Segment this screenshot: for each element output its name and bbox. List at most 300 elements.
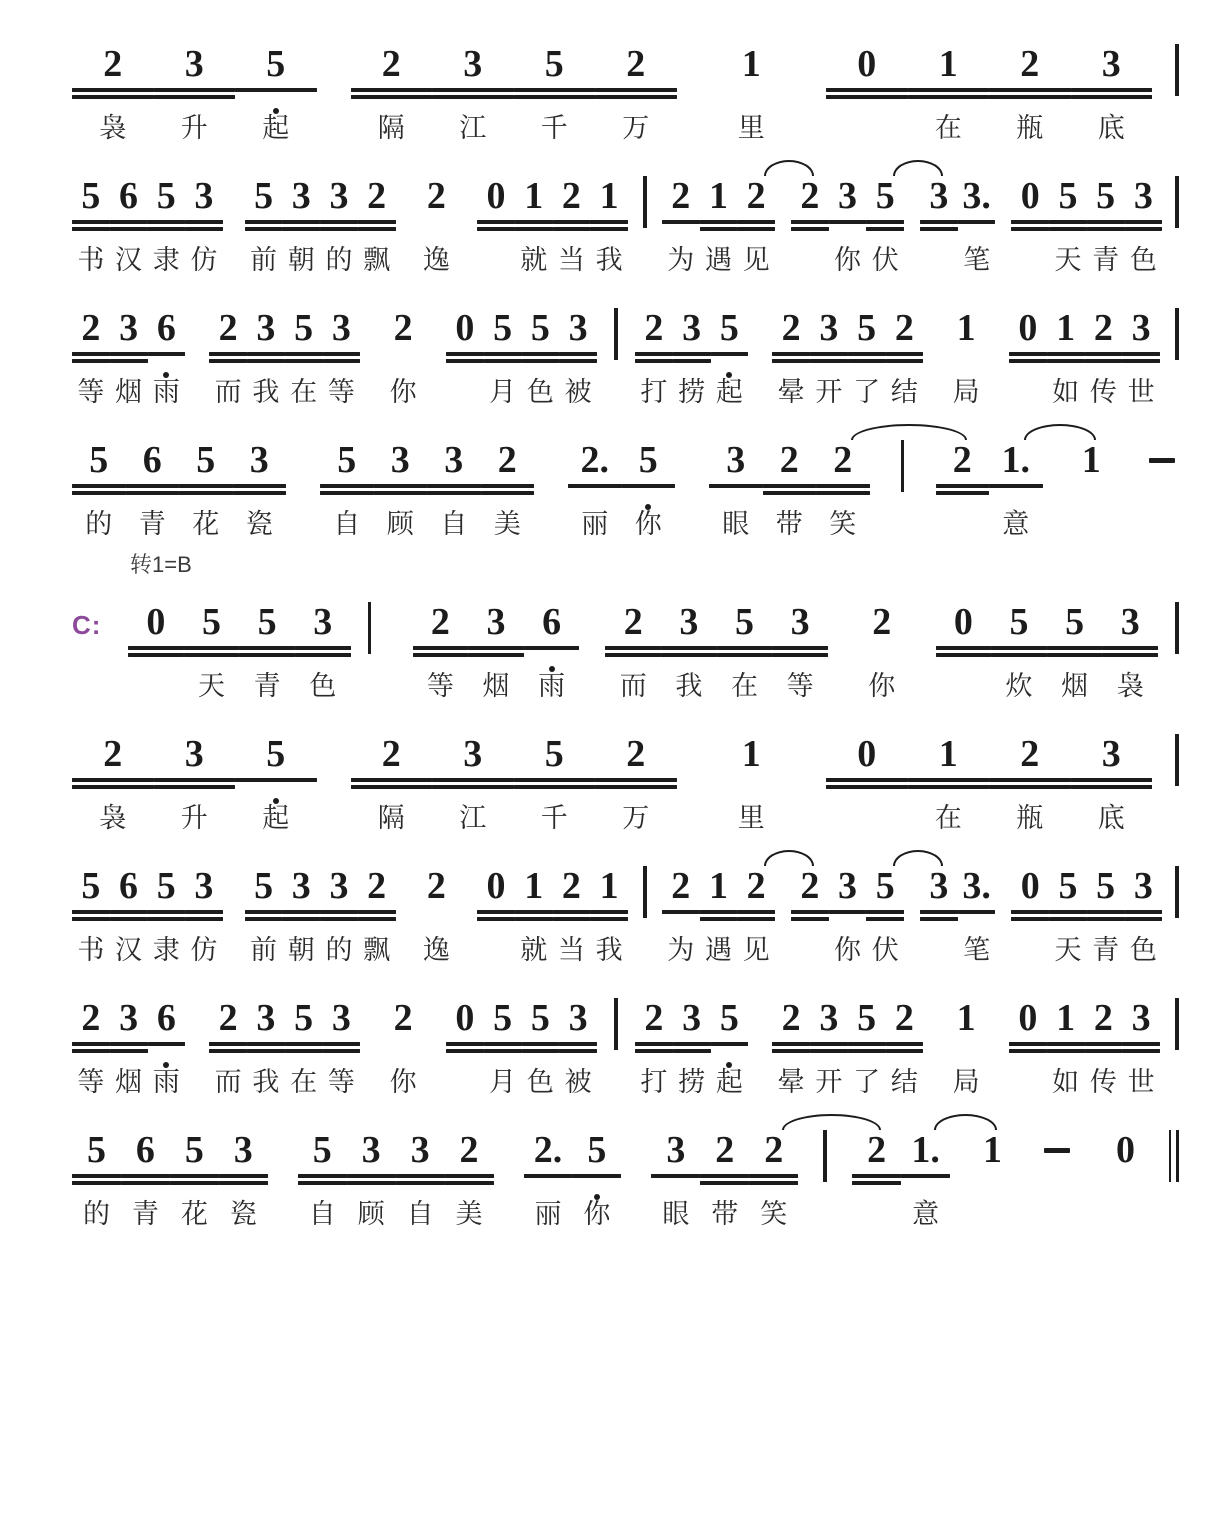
note-number: 2 [1020,43,1040,85]
note-number: 3 [1131,307,1151,349]
octave-dot-slot [1047,659,1103,670]
note-number: 3 [679,601,699,643]
octave-dot-slot [791,233,829,244]
note-number: 0 [486,175,506,217]
note-number: 2 [800,865,820,907]
octave-dot-slot [700,923,738,934]
dash-rest [1035,1112,1079,1153]
lyric-char: 逸 [422,245,450,275]
note-number: 1 [938,733,958,775]
note-cell [635,980,673,1098]
octave-dot-slot [622,497,676,508]
beam-lines [968,1172,1017,1187]
octave-dot-slot [72,791,154,802]
note-cell [1101,1112,1150,1230]
octave-dot-slot [810,365,848,376]
lyric-char: 袅 [1116,671,1144,701]
note-cell [72,980,110,1098]
beam-lines [1049,218,1087,233]
beam-lines [418,908,456,923]
beam-lines [522,1040,560,1055]
octave-dot-slot [121,1187,170,1198]
note-number: 3 [410,1129,430,1171]
note-number: 5 [89,439,109,481]
note-number: 5 [1065,601,1085,643]
note-cell [285,290,323,408]
note-cell [1009,290,1047,408]
beam-lines [947,1040,985,1055]
note-cell [1011,158,1049,276]
beam-lines [320,908,358,923]
octave-dot-slot [991,659,1047,670]
note-cell [245,848,283,966]
note-number: 5 [493,307,513,349]
note-cell [72,26,154,144]
lyric-char [826,112,908,144]
note-cell [515,848,553,966]
octave-dot-slot [184,659,240,670]
octave-dot-slot [1047,365,1085,376]
note-number: 5 [81,175,101,217]
note-number: 2 [426,175,446,217]
note-cell [711,716,793,834]
lyric-char: 青 [253,671,281,701]
octave-dot-slot [989,101,1071,112]
beam-lines [826,86,908,101]
lyric-char: 世 [1127,1067,1155,1097]
note-cell [1049,848,1087,966]
octave-dot-slot [148,1055,186,1066]
lyric-char: 朝 [287,935,315,965]
barline [1170,26,1184,96]
lyric-char: 等 [786,671,814,701]
beam-lines [282,908,320,923]
octave-dot-slot [468,659,524,670]
note-cell [185,848,223,966]
note-cell [590,158,628,276]
octave-dot-slot [958,923,996,934]
note-cell [711,26,793,144]
note-cell [854,584,910,702]
lyric-char: 隔 [377,113,405,143]
lyric-char: 万 [622,803,650,833]
note-number: 3 [291,175,311,217]
note-number: 5 [875,175,895,217]
lyric-char: 你 [634,509,662,539]
octave-dot-slot [427,497,481,508]
octave-dot-slot [810,1055,848,1066]
beam-lines [110,218,148,233]
note-number: 0 [1018,307,1038,349]
note-cell [522,980,560,1098]
lyric-char: 烟 [1061,671,1089,701]
lyric-char: 书 [77,245,105,275]
note-cell [1085,980,1123,1098]
note-number: 2 [497,439,517,481]
system-5 [72,552,1184,701]
note-number: 1 [741,43,761,85]
note-cell [673,290,711,408]
octave-dot-slot [662,923,700,934]
octave-dot-slot [285,365,323,376]
lyric-char: 在 [730,671,758,701]
beam-lines [1011,218,1049,233]
beam-lines [622,482,676,497]
beam-lines [772,350,810,365]
lyric-char: 眼 [722,509,750,539]
lyric-char: 结 [890,1067,918,1097]
octave-dot-slot [1087,233,1125,244]
note-cell [709,422,763,540]
octave-dot-slot [477,233,515,244]
lyric-char: 美 [455,1199,483,1229]
lyric-char: 青 [1092,935,1120,965]
note-cell [484,290,522,408]
lyric-char: 天 [1054,935,1082,965]
note-number: 5 [294,997,314,1039]
note-number: 3 [682,997,702,1039]
note-cell [810,980,848,1098]
note-number: 3 [838,175,858,217]
octave-dot-slot [432,101,514,112]
note-cell [559,980,597,1098]
note-number: 2 [430,601,450,643]
lyric-char [477,244,515,276]
beam-lines [128,644,184,659]
beam-lines [514,86,596,101]
lyric-char: 底 [1097,803,1125,833]
lyric-char: 青 [1092,245,1120,275]
lyric-char: 自 [440,509,468,539]
beam-lines [662,908,700,923]
octave-dot-slot [484,365,522,376]
beam-lines [947,350,985,365]
note-number: 3 [486,601,506,643]
beam-lines [1047,644,1103,659]
beam-lines [170,1172,219,1187]
lyric-char: 汉 [115,245,143,275]
note-number: 5 [719,307,739,349]
barline [1170,716,1184,786]
lyric-char: 当 [557,935,585,965]
note-number: 2 [952,439,972,481]
lyric-char: 在 [934,803,962,833]
lyric-char: 千 [540,113,568,143]
octave-dot-slot [72,1055,110,1066]
lyric-char: 万 [622,113,650,143]
beam-lines [763,482,817,497]
beam-lines [711,776,793,791]
barline [638,158,652,228]
note-number: 3 [463,43,483,85]
note-number: 2 [800,175,820,217]
note-number: 0 [146,601,166,643]
octave-dot-slot [989,791,1071,802]
beam-lines [866,218,904,233]
beam-lines [559,350,597,365]
beam-lines [810,350,848,365]
beam-lines [72,1172,121,1187]
note-number: 5 [875,865,895,907]
lyric-char: 烟 [115,1067,143,1097]
octave-dot-slot [1125,233,1163,244]
note-cell [320,422,374,540]
note-cell [184,584,240,702]
octave-dot-slot [826,791,908,802]
beam-lines [481,482,535,497]
octave-dot-slot [737,923,775,934]
beam-lines [1085,1040,1123,1055]
lyric-char: 炊 [1005,671,1033,701]
lyric-char: 你 [834,935,862,965]
note-number: 5 [312,1129,332,1171]
lyric-char: 意 [912,1199,940,1229]
note-cell [772,584,828,702]
note-cell [1009,980,1047,1098]
note-number: 3 [819,997,839,1039]
lyric-char: 结 [890,377,918,407]
note-cell [1125,158,1163,276]
note-cell [72,716,154,834]
octave-dot-slot [239,659,295,670]
beam-lines [72,350,110,365]
beam-lines [524,644,580,659]
beam-lines [737,218,775,233]
beam-lines [886,350,924,365]
lyric-char: 逸 [422,935,450,965]
octave-dot-slot [396,1187,445,1198]
beam-lines [810,1040,848,1055]
beam-lines [413,644,469,659]
beam-lines [320,218,358,233]
beam-lines [110,350,148,365]
beam-lines [1047,350,1085,365]
note-cell [154,716,236,834]
beam-lines [110,1040,148,1055]
lyric-char: 袅 [99,113,127,143]
beam-lines [1125,218,1163,233]
octave-dot-slot [709,497,763,508]
lyric-char: 在 [290,377,318,407]
octave-dot-slot [829,233,867,244]
beam-lines [848,1040,886,1055]
note-cell [233,422,287,540]
beam-lines [553,218,591,233]
note-number: 5 [544,43,564,85]
beam-lines [749,1172,798,1187]
beam-lines [852,1172,901,1187]
octave-dot-slot [1009,365,1047,376]
note-number: 3 [313,601,333,643]
note-cell [121,1112,170,1230]
note-number: 1 [983,1129,1003,1171]
octave-dot-slot [245,233,283,244]
lyric-char: 遇 [704,245,732,275]
beam-lines [384,1040,422,1055]
beam-lines [595,776,677,791]
octave-dot-slot [920,233,958,244]
lyric-char: 前 [250,245,278,275]
note-number: 0 [486,865,506,907]
beam-lines [826,776,908,791]
lyric-char: 伏 [871,935,899,965]
beam-lines [590,218,628,233]
note-cell [717,584,773,702]
note-cell [829,158,867,276]
note-number: 0 [857,43,877,85]
barline [1170,158,1184,228]
beam-lines [1071,776,1153,791]
octave-dot-slot [829,923,867,934]
beam-lines [72,776,154,791]
beam-lines [711,86,793,101]
beam-lines [908,776,990,791]
octave-dot-slot [154,101,236,112]
beam-lines [605,644,661,659]
beam-lines [148,350,186,365]
lyric-char: 色 [526,377,554,407]
octave-dot-slot [384,365,422,376]
octave-dot-slot [772,365,810,376]
lyric-char: 世 [1127,377,1155,407]
beam-lines [590,908,628,923]
octave-dot-slot [524,1187,573,1198]
lyric-char: 汉 [115,935,143,965]
note-cell [991,584,1047,702]
note-number: 2 [626,43,646,85]
beam-lines [568,482,622,497]
note-number: 6 [119,865,139,907]
lyric-char: 打 [640,1067,668,1097]
beam-lines [866,908,904,923]
beam-lines [323,350,361,365]
note-cell [886,290,924,408]
octave-dot-slot [72,1187,121,1198]
beam-lines [154,86,236,101]
beam-lines [154,776,236,791]
note-cell [358,158,396,276]
beam-lines [515,218,553,233]
octave-dot-slot [595,101,677,112]
octave-dot-slot [711,791,793,802]
beam-lines [700,1172,749,1187]
note-number: 5 [201,601,221,643]
lyric-char [446,376,484,408]
note-number: 5 [156,865,176,907]
octave-dot-slot [418,233,456,244]
note-number: 2 [671,865,691,907]
lyric-char [826,802,908,834]
octave-dot-slot [147,233,185,244]
beam-lines [1122,1040,1160,1055]
beam-lines [1009,350,1047,365]
barline [1170,584,1184,654]
octave-dot-slot [179,497,233,508]
octave-dot-slot [717,659,773,670]
lyric-char: 升 [180,113,208,143]
beam-lines [673,1040,711,1055]
octave-dot-slot [351,101,433,112]
note-cell [358,848,396,966]
note-cell [989,26,1071,144]
note-cell [595,26,677,144]
lyric-char [791,934,829,966]
octave-dot-slot [590,233,628,244]
beam-lines [936,644,992,659]
lyric-char: 丽 [581,509,609,539]
octave-dot-slot [852,1187,901,1198]
lyric-char [920,934,958,966]
octave-dot-slot [446,1055,484,1066]
note-cell [908,26,990,144]
octave-dot-slot [295,659,351,670]
beam-lines [179,482,233,497]
beam-lines [418,218,456,233]
lyric-char: 传 [1089,1067,1117,1097]
note-number: 1 [741,733,761,775]
note-cell [1049,158,1087,276]
beam-lines [572,1172,621,1187]
beam-lines [323,1040,361,1055]
octave-dot-slot [209,1055,247,1066]
lyric-char: 我 [252,1067,280,1097]
lyric-char: 里 [737,803,765,833]
note-number: 3 [1133,865,1153,907]
key-change-annotation: 转1=B [130,552,192,577]
lyric-char: 就 [520,245,548,275]
note-cell [936,584,992,702]
note-cell [553,158,591,276]
octave-dot-slot [1085,1055,1123,1066]
octave-dot-slot [816,497,870,508]
octave-dot-slot [1009,1055,1047,1066]
section-label [72,584,128,641]
note-cell [1047,980,1085,1098]
beam-lines [285,350,323,365]
note-cell [418,158,456,276]
note-number: 0 [857,733,877,775]
note-number: 3 [256,997,276,1039]
lyric-char: 天 [197,671,225,701]
beam-lines [816,482,870,497]
lyric-char: 你 [389,1067,417,1097]
beam-lines [468,644,524,659]
note-cell [427,422,481,540]
note-cell [1085,290,1123,408]
beam-lines [1101,1172,1150,1187]
octave-dot-slot [323,1055,361,1066]
lyric-char: 江 [459,803,487,833]
beam-lines [72,86,154,101]
note-cell [515,158,553,276]
lyric-char: 就 [520,935,548,965]
lyric-char: 等 [77,377,105,407]
lyric-char: 飘 [363,935,391,965]
octave-dot-slot [1085,365,1123,376]
note-number: 5 [266,733,286,775]
note-cell [179,422,233,540]
beam-lines [432,776,514,791]
octave-dot-slot [1101,1187,1150,1198]
note-cell [468,584,524,702]
note-number: 3 [1131,997,1151,1039]
note-cell [989,716,1071,834]
note-cell [72,848,110,966]
beam-lines [484,350,522,365]
octave-dot-slot [958,233,996,244]
beam-lines [396,1172,445,1187]
octave-dot-slot [358,923,396,934]
